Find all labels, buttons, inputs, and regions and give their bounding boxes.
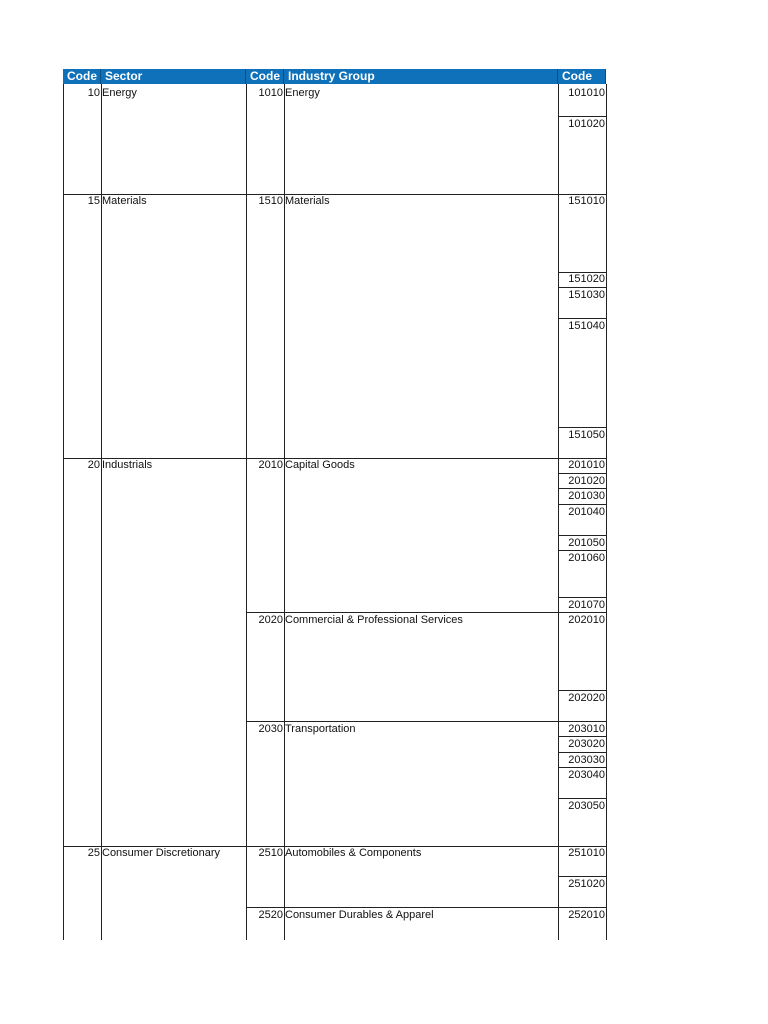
industry-group-code: 2020 [258, 614, 283, 626]
industry-group-code: 1510 [258, 195, 283, 207]
industry-code: 151020 [568, 273, 605, 285]
industry-group-name: Materials [285, 195, 330, 207]
sector-code: 20 [87, 459, 100, 471]
industry-group-code: 1010 [258, 87, 283, 99]
industry-code: 151010 [568, 195, 605, 207]
grid-line [246, 84, 247, 940]
industry-code: 203040 [568, 769, 605, 781]
industry-code: 203020 [568, 738, 605, 750]
grid-line [63, 84, 64, 940]
header-code-industry-group: Code [246, 69, 284, 84]
industry-group-name: Commercial & Professional Services [285, 614, 463, 626]
sector-code: 25 [87, 847, 100, 859]
industry-code: 202020 [568, 692, 605, 704]
sector-code: 15 [87, 195, 100, 207]
header-industry-group: Industry Group [284, 69, 558, 84]
industry-group-code: 2520 [258, 909, 283, 921]
industry-code: 101020 [568, 118, 605, 130]
industry-group-name: Transportation [285, 723, 356, 735]
industry-code: 201070 [568, 599, 605, 611]
industry-group-code: 2030 [258, 723, 283, 735]
industry-code: 151050 [568, 429, 605, 441]
industry-code: 203010 [568, 723, 605, 735]
industry-code: 251020 [568, 878, 605, 890]
header-code-industry: Code [558, 69, 606, 84]
sector-name: Industrials [102, 459, 153, 471]
industry-code: 151030 [568, 289, 605, 301]
industry-code: 201050 [568, 537, 605, 549]
industry-code: 201040 [568, 506, 605, 518]
header-sector: Sector [101, 69, 246, 84]
industry-code: 201020 [568, 475, 605, 487]
industry-group-code: 2010 [258, 459, 283, 471]
industry-code: 201010 [568, 459, 605, 471]
industry-code: 203050 [568, 800, 605, 812]
industry-code: 201060 [568, 552, 605, 564]
industry-group-name: Consumer Durables & Apparel [285, 909, 434, 921]
sector-name: Energy [102, 87, 137, 99]
industry-code: 101010 [568, 87, 605, 99]
grid-line [101, 84, 102, 940]
industry-code: 252010 [568, 909, 605, 921]
industry-code: 151040 [568, 320, 605, 332]
grid-line [606, 84, 607, 940]
sector-code: 10 [87, 87, 100, 99]
industry-code: 202010 [568, 614, 605, 626]
industry-group-name: Automobiles & Components [285, 847, 422, 859]
sector-name: Materials [102, 195, 147, 207]
industry-group-code: 2510 [258, 847, 283, 859]
industry-code: 251010 [568, 847, 605, 859]
industry-group-name: Capital Goods [285, 459, 355, 471]
industry-group-name: Energy [285, 87, 320, 99]
industry-code: 201030 [568, 490, 605, 502]
header-code-sector: Code [63, 69, 101, 84]
grid-line [284, 84, 285, 940]
industry-code: 203030 [568, 754, 605, 766]
sector-name: Consumer Discretionary [102, 847, 220, 859]
